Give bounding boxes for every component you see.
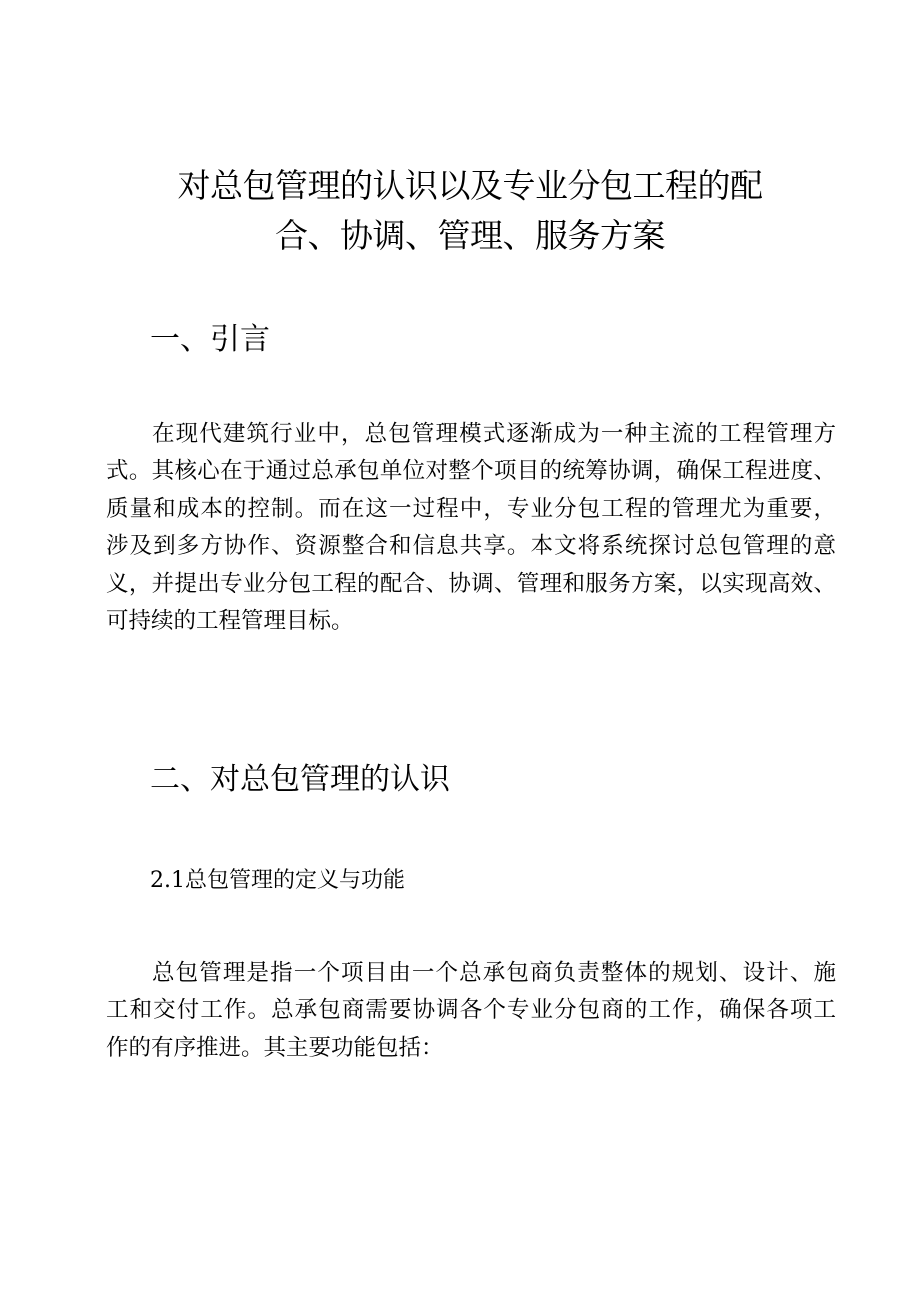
subsection-heading-definition: 2.1总包管理的定义与功能 [150, 868, 405, 893]
title-line: 合、协调、管理、服务方案 [275, 216, 665, 255]
paragraph-line: 总包管理是指一个项目由一个总承包商负责整体的规划、设计、施 [152, 960, 836, 986]
paragraph-line: 质量和成本的控制。而在这一过程中，专业分包工程的管理尤为重要， [106, 495, 836, 522]
section-heading-general-contracting: 二、对总包管理的认识 [150, 762, 450, 797]
paragraph-line: 式。其核心在于通过总承包单位对整个项目的统筹协调，确保工程进度、 [106, 458, 836, 485]
paragraph-line: 工和交付工作。总承包商需要协调各个专业分包商的工作，确保各项工 [106, 997, 836, 1024]
paragraph-line: 作的有序推进。其主要功能包括： [106, 1034, 444, 1061]
introduction-paragraph [106, 416, 836, 640]
definition-paragraph [106, 955, 836, 1067]
paragraph-line: 在现代建筑行业中，总包管理模式逐渐成为一种主流的工程管理方 [152, 421, 836, 447]
paragraph-line: 义，并提出专业分包工程的配合、协调、管理和服务方案，以实现高效、 [106, 570, 836, 597]
section-heading-introduction: 一、引言 [150, 322, 270, 357]
paragraph-line: 涉及到多方协作、资源整合和信息共享。本文将系统探讨总包管理的意 [106, 533, 836, 560]
document-title [100, 161, 840, 261]
paragraph-line: 可持续的工程管理目标。 [106, 608, 354, 635]
title-line: 对总包管理的认识以及专业分包工程的配 [177, 166, 763, 205]
